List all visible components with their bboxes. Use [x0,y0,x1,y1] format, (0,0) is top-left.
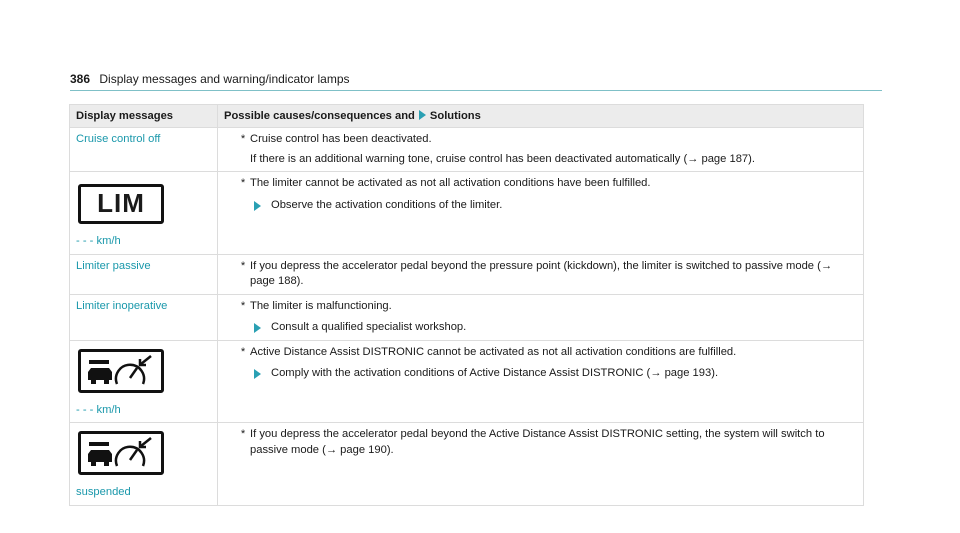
arrow-right-icon [254,201,261,211]
cause-text: Cruise control has been deactivated. [250,133,432,145]
message-cruise-control-off: Cruise control off [76,133,161,145]
cause-item [224,427,857,458]
cause-item [224,259,857,290]
col-header-causes-label: Possible causes/consequences and [224,110,415,122]
arrow-right-icon [254,369,261,379]
cause-text: If you depress the accelerator pedal beyond the pressure point (kickdown), the limiter is switched to passive mode (→ page 188). [250,259,833,287]
display-messages-table [69,104,864,506]
table-row [70,294,864,340]
page-number: 386 [70,72,91,86]
message-limiter-inoperative: Limiter inoperative [76,299,168,312]
col-header-causes [218,105,864,128]
action-text: Consult a qualified specialist workshop. [271,321,467,333]
page-title: Display messages and warning/indicator lamps [99,72,350,86]
action-item [250,198,857,214]
bullet: * [240,133,246,145]
arrow-right-icon [419,110,426,120]
table-row [70,254,864,294]
table-row [70,172,864,255]
bullet: * [240,345,246,358]
message-limiter-passive: Limiter passive [76,259,151,272]
table-row [70,128,864,172]
cause-text: The limiter is malfunctioning. [250,299,392,312]
action-text: Comply with the activation conditions of Active Distance Assist DISTRONIC (→ page 193). [271,367,719,379]
distance-assist-icon [78,349,164,393]
bullet: * [240,259,246,272]
bullet: * [240,177,246,189]
cause-text: If you depress the accelerator pedal beyond the Active Distance Assist DISTRONIC setting, the system will switch to passive mode (→ page 190). [250,428,825,456]
cause-text-cont: If there is an additional warning tone, cruise control has been deactivated automatically (→ page 187). [250,152,755,165]
col-header-solutions-label: Solutions [429,110,481,122]
cause-item [224,299,857,315]
bullet: * [240,299,246,312]
message-suspended: suspended [76,486,131,498]
arrow-right-icon [254,323,261,333]
bullet: * [240,428,246,440]
distance-assist-icon [78,431,164,475]
table-row [70,423,864,506]
action-item [250,320,857,336]
cause-item [224,345,857,361]
limiter-icon [78,184,164,224]
page-header [70,72,882,91]
cause-text: Active Distance Assist DISTRONIC cannot be activated as not all activation conditions are fulfilled. [250,345,737,358]
cause-item [224,176,857,192]
action-text: Observe the activation conditions of the limiter. [271,198,503,211]
limiter-icon-text: LIM [97,188,145,219]
cause-text: The limiter cannot be activated as not all activation conditions have been fulfilled. [250,177,651,189]
cause-item [224,132,857,167]
message-speed-placeholder: - - - km/h [76,235,121,247]
col-header-display-messages: Display messages [70,105,218,128]
action-item [250,366,857,382]
table-header-row [70,105,864,128]
table-row [70,340,864,423]
message-speed-placeholder: - - - km/h [76,403,121,416]
